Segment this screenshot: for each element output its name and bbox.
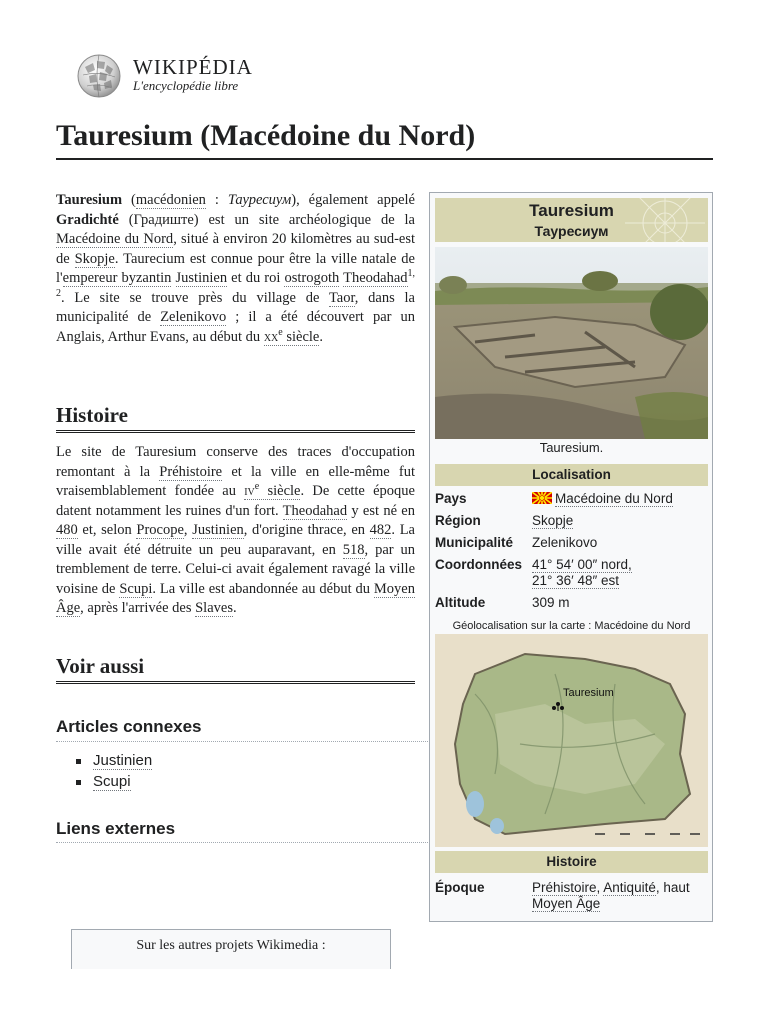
link-482[interactable]: 482 bbox=[369, 522, 392, 538]
other-projects-box: Sur les autres projets Wikimedia : bbox=[71, 929, 391, 969]
infobox-header bbox=[435, 198, 708, 242]
macedonia-flag-icon bbox=[532, 492, 552, 504]
epoque-text: , haut bbox=[655, 880, 690, 895]
link-skopje[interactable]: Skopje bbox=[74, 250, 115, 267]
reference-link[interactable]: 1, 2 bbox=[56, 268, 416, 299]
intro-text: ; il a été découvert par un Anglais, Arthur Evans, au début du bbox=[56, 309, 415, 345]
section-voir-aussi bbox=[56, 653, 415, 694]
label-pays: Pays bbox=[435, 491, 467, 506]
link-taor[interactable]: Taor bbox=[328, 289, 355, 306]
histoire-text: et la ville en elle-même fut vraisemblablement fondée au bbox=[56, 463, 416, 499]
label-epoque: Époque bbox=[435, 880, 485, 895]
link-skopje[interactable]: Skopje bbox=[532, 513, 574, 528]
intro-text: , dans la municipalité de bbox=[56, 289, 415, 325]
infobox-subtitle: Тауресиум bbox=[534, 223, 609, 239]
link-macedonien[interactable]: macédonien bbox=[135, 192, 206, 208]
value-altitude: 309 m bbox=[532, 595, 570, 610]
histoire-paragraph bbox=[56, 443, 415, 619]
histoire-text: Le site de Tauresium conserve des traces d'occupation remontant à la bbox=[56, 444, 415, 480]
link-prehistoire[interactable]: Préhistoire bbox=[159, 463, 223, 480]
link-article[interactable]: Scupi bbox=[93, 773, 131, 790]
intro-text: . bbox=[319, 328, 323, 345]
heading-voir-aussi: Voir aussi bbox=[56, 653, 415, 684]
century-numeral: xx bbox=[263, 328, 279, 345]
link-empereur-byzantin[interactable]: empereur byzantin bbox=[62, 270, 172, 286]
tagline: L'encyclopédie libre bbox=[133, 78, 239, 93]
link-480[interactable]: 480 bbox=[56, 522, 78, 538]
separator: , bbox=[596, 880, 604, 895]
histoire-text: , bbox=[183, 522, 193, 538]
century-suffix: e bbox=[278, 326, 283, 338]
link-theodahad[interactable]: Theodahad bbox=[282, 502, 348, 519]
heading-histoire: Histoire bbox=[56, 402, 415, 433]
intro-text: : bbox=[205, 192, 228, 208]
label-municipalite: Municipalité bbox=[435, 535, 514, 550]
link-antiquite[interactable]: Antiquité bbox=[603, 880, 656, 895]
photo-caption: Tauresium. bbox=[539, 440, 604, 455]
map-marker-label: Tauresium bbox=[563, 687, 614, 699]
intro-text: . Le site se trouve près du village de bbox=[61, 289, 329, 306]
link-ive-siecle[interactable] bbox=[244, 483, 300, 500]
link-prehistoire[interactable]: Préhistoire bbox=[532, 880, 597, 895]
band-localisation: Localisation bbox=[435, 464, 708, 486]
link-scupi[interactable]: Scupi bbox=[119, 580, 153, 597]
list-item bbox=[74, 771, 152, 792]
site-photo[interactable] bbox=[435, 247, 708, 439]
bold-term-tauresium: Tauresium bbox=[56, 192, 123, 208]
page-title: Tauresium (Macédoine du Nord) bbox=[56, 116, 713, 160]
century-word: siècle bbox=[259, 483, 301, 499]
intro-text: (Градиште) est un site archéologique de la bbox=[118, 211, 415, 228]
link-moyen-age[interactable]: Moyen Âge bbox=[532, 896, 601, 911]
section-histoire bbox=[56, 402, 415, 619]
intro-text: ( bbox=[122, 192, 136, 208]
link-justinien[interactable]: Justinien bbox=[192, 522, 244, 538]
intro-text: . Taurecium est connue pour être la ville natale de l' bbox=[56, 250, 415, 286]
value-coordonnees bbox=[532, 557, 708, 589]
wordmark-text: WIKIPÉDIA bbox=[133, 55, 253, 79]
intro-text: et du roi bbox=[227, 270, 285, 286]
link-slaves[interactable]: Slaves bbox=[195, 600, 233, 616]
infobox-title: Tauresium bbox=[529, 201, 614, 220]
histoire-text: . bbox=[232, 600, 237, 616]
intro-paragraph bbox=[56, 191, 415, 347]
link-ostrogoth[interactable]: ostrogoth bbox=[284, 270, 340, 286]
link-518[interactable]: 518 bbox=[342, 541, 365, 558]
link-macedoine-du-nord[interactable]: Macédoine du Nord bbox=[555, 491, 673, 506]
location-map[interactable] bbox=[435, 634, 708, 847]
histoire-text: , après l'arrivée des bbox=[80, 600, 196, 616]
band-histoire: Histoire bbox=[435, 851, 708, 873]
cyrillic-name: Тауресиум bbox=[227, 192, 292, 208]
histoire-text: y est né en bbox=[347, 502, 415, 519]
articles-list bbox=[74, 750, 152, 792]
intro-text bbox=[171, 270, 175, 286]
intro-text: ), également appelé bbox=[291, 192, 415, 208]
century-word: siècle bbox=[282, 328, 320, 345]
link-justinien[interactable]: Justinien bbox=[175, 270, 228, 286]
link-procope[interactable]: Procope bbox=[136, 522, 184, 538]
value-pays bbox=[532, 491, 708, 507]
century-numeral: iv bbox=[244, 483, 255, 499]
wordmark[interactable] bbox=[133, 56, 253, 94]
bold-term-gradichte: Gradichté bbox=[56, 211, 119, 228]
link-theodahad[interactable]: Theodahad bbox=[343, 270, 408, 286]
histoire-text: . De cette époque datent notamment les ruines d'un fort. bbox=[56, 483, 415, 519]
map-label: Géolocalisation sur la carte : Macédoine du Nord bbox=[452, 620, 691, 632]
label-altitude: Altitude bbox=[435, 595, 486, 610]
value-epoque bbox=[532, 880, 708, 912]
list-item bbox=[74, 750, 152, 771]
link-latitude[interactable]: 41° 54′ 00″ nord, bbox=[532, 557, 632, 572]
intro-text: , situé à environ 20 kilomètres au sud-est de bbox=[56, 231, 416, 267]
label-coordonnees: Coordonnées bbox=[435, 557, 523, 572]
link-moyen-age[interactable]: Moyen Âge bbox=[56, 580, 415, 616]
histoire-text: et, selon bbox=[77, 522, 137, 538]
heading-liens-externes: Liens externes bbox=[56, 819, 176, 838]
histoire-text: , par un tremblement de terre. Celui-ci avait également ravagé la ville voisine de bbox=[56, 541, 416, 597]
value-municipalite: Zelenikovo bbox=[532, 535, 598, 550]
link-xxe-siecle[interactable] bbox=[263, 326, 320, 346]
infobox bbox=[429, 192, 713, 922]
histoire-text: , d'origine thrace, en bbox=[243, 522, 370, 538]
link-longitude[interactable]: 21° 36′ 48″ est bbox=[532, 573, 620, 588]
histoire-text: . La ville avait été détruite un peu auparavant, en bbox=[56, 522, 415, 558]
histoire-text: . La ville est abandonnée au début du bbox=[152, 580, 374, 597]
link-zelenikovo[interactable]: Zelenikovo bbox=[160, 309, 227, 325]
wikipedia-globe-logo[interactable] bbox=[75, 53, 123, 99]
heading-articles-connexes: Articles connexes bbox=[56, 717, 202, 736]
link-macedoine-du-nord[interactable]: Macédoine du Nord bbox=[56, 231, 174, 247]
label-region: Région bbox=[435, 513, 481, 528]
century-suffix: e bbox=[254, 481, 260, 493]
link-article[interactable]: Justinien bbox=[93, 752, 153, 769]
